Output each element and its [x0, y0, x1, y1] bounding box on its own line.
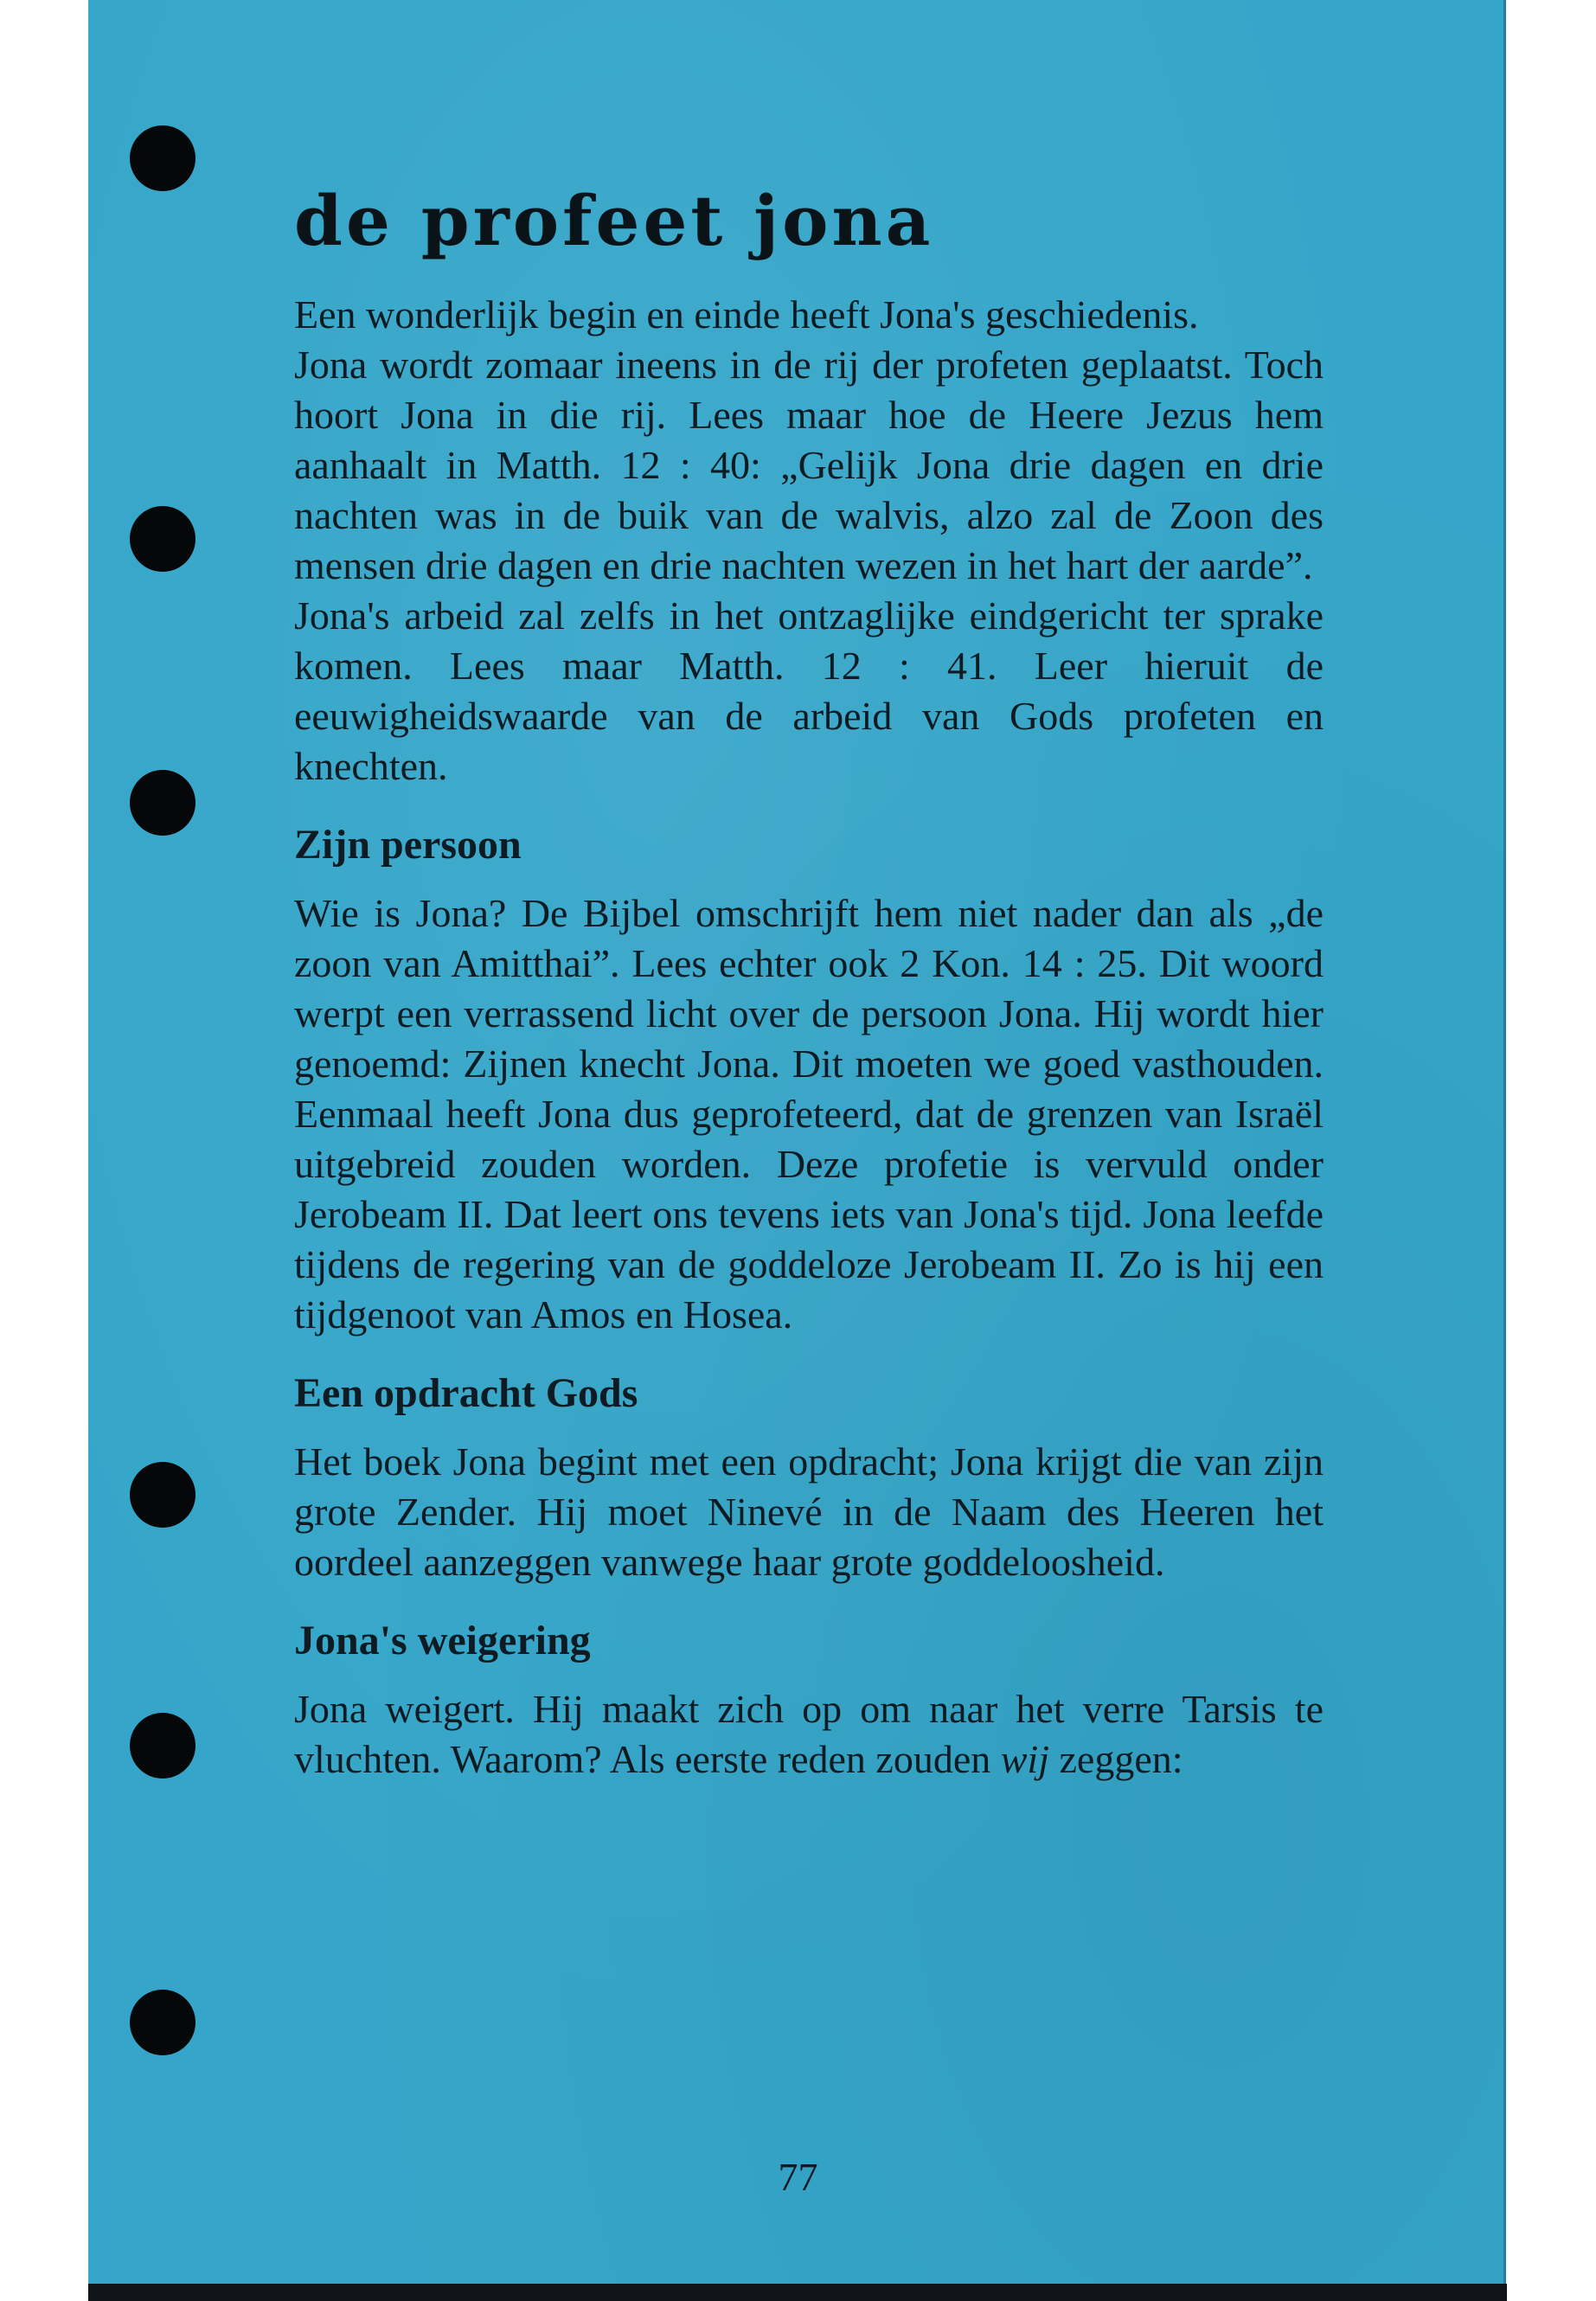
section-heading: Een opdracht Gods	[294, 1370, 638, 1416]
binder-hole	[130, 770, 195, 836]
page-title: de profeet jona	[294, 180, 934, 261]
section-text	[294, 1684, 1324, 1785]
intro-paragraph: Een wonderlijk begin en einde heeft Jona's geschiedenis.	[294, 292, 1199, 336]
text-run: Jona weigert. Hij maakt zich op om naar het verre Tarsis te vluchten. Waarom? Als eerste reden zouden	[294, 1687, 1324, 1781]
text-run: zeggen:	[1049, 1737, 1183, 1781]
page-number: 77	[778, 2155, 818, 2199]
intro-paragraph: Jona wordt zomaar ineens in de rij der profeten geplaatst. Toch hoort Jona in die rij. Lees maar hoe de Heere Jezus hem aanhaalt in Matth. 12 : 40: „Gelijk Jona drie dagen en drie nachten was in de buik van de walvis, alzo zal de Zoon des mensen drie dagen en drie nachten wezen in het hart der aarde”.	[294, 343, 1324, 587]
section-heading: Zijn persoon	[294, 822, 522, 868]
binder-hole	[130, 1713, 195, 1779]
article	[294, 177, 1324, 1785]
binder-hole	[130, 1462, 195, 1528]
intro-paragraph: Jona's arbeid zal zelfs in het ontzaglijke eindgericht ter sprake komen. Lees maar Matth. 12 : 41. Leer hieruit de eeuwigheidswaarde van de arbeid van Gods profeten en knechten.	[294, 593, 1324, 788]
section-text: Wie is Jona? De Bijbel omschrijft hem niet nader dan als „de zoon van Amitthai”. Lees echter ook 2 Kon. 14 : 25. Dit woord werpt een verrassend licht over de persoon Jona. Hij wordt hier genoemd: Zijnen knecht Jona. Dit moeten we goed vasthouden. Eenmaal heeft Jona dus geprofeteerd, dat de grenzen van Israël uitgebreid zouden worden. Deze profetie is vervuld onder Jerobeam II. Dat leert ons tevens iets van Jona's tijd. Jona leefde tijdens de regering van de goddeloze Jerobeam II. Zo is hij een tijdgenoot van Amos en Hosea.	[294, 891, 1324, 1336]
binder-hole	[130, 506, 195, 572]
binder-hole	[130, 1990, 195, 2055]
italic-word: wij	[1000, 1737, 1049, 1781]
section-heading: Jona's weigering	[294, 1618, 591, 1663]
bottom-edge	[88, 2284, 1507, 2301]
section-text: Het boek Jona begint met een opdracht; Jona krijgt die van zijn grote Zender. Hij moet Ninevé in de Naam des Heeren het oordeel aanzeggen vanwege haar grote goddeloosheid.	[294, 1439, 1324, 1584]
binder-hole	[130, 125, 195, 191]
